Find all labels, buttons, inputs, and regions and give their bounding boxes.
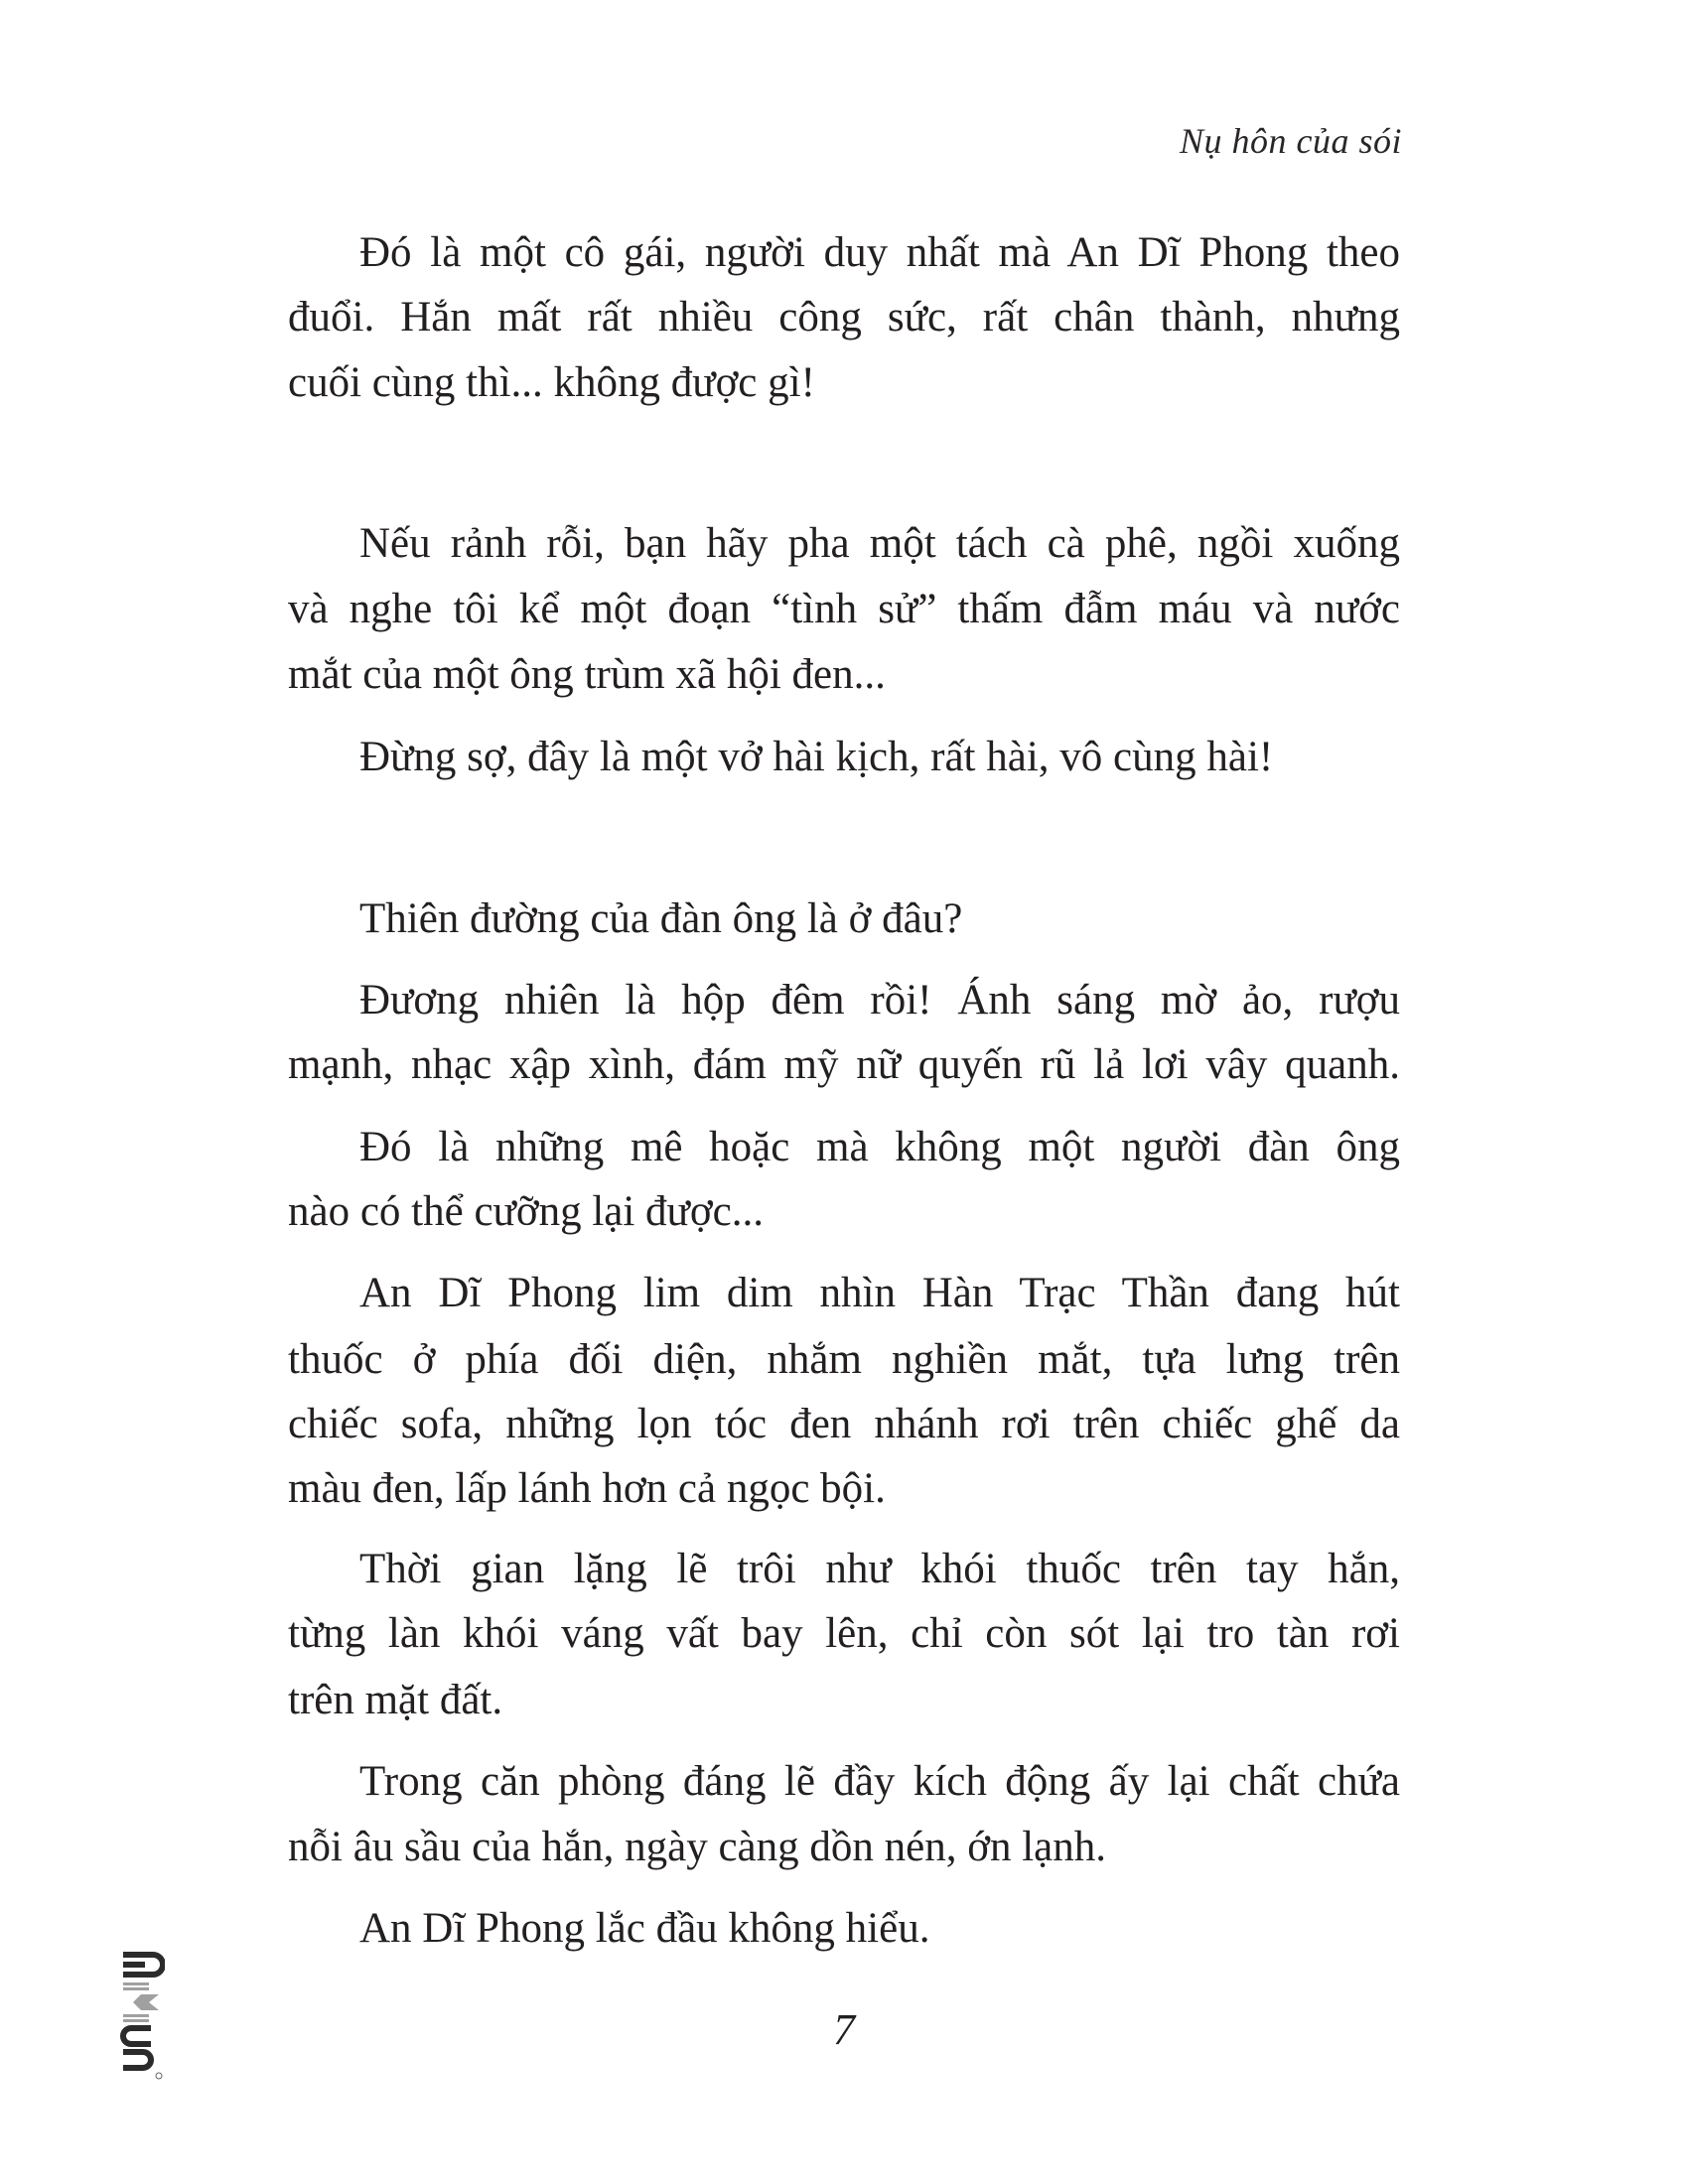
paragraph-2-line-1: Nếu rảnh rỗi, bạn hãy pha một tách cà phê, ngồi xuống <box>359 520 1400 567</box>
paragraph-1-line-3: cuối cùng thì... không được gì! <box>288 359 815 406</box>
paragraph-8-line-2: từng làn khói váng vất bay lên, chỉ còn sót lại tro tàn rơi <box>288 1610 1400 1657</box>
paragraph-1-line-1: Đó là một cô gái, người duy nhất mà An Dĩ Phong theo <box>359 229 1400 276</box>
paragraph-9-line-2: nỗi âu sầu của hắn, ngày càng dồn nén, ớn lạnh. <box>288 1824 1106 1870</box>
paragraph-7-line-3: chiếc sofa, những lọn tóc đen nhánh rơi trên chiếc ghế da <box>288 1401 1400 1447</box>
paragraph-7-line-2: thuốc ở phía đối diện, nhắm nghiền mắt, tựa lưng trên <box>288 1336 1400 1383</box>
running-header-book-title: Nụ hôn của sói <box>1179 121 1402 161</box>
paragraph-7-line-1: An Dĩ Phong lim dim nhìn Hàn Trạc Thần đang hút <box>359 1270 1400 1316</box>
paragraph-8-line-1: Thời gian lặng lẽ trôi như khói thuốc trên tay hắn, <box>359 1546 1400 1592</box>
paragraph-6-line-1: Đó là những mê hoặc mà không một người đàn ông <box>359 1124 1400 1170</box>
paragraph-3-line-1: Đừng sợ, đây là một vở hài kịch, rất hài, vô cùng hài! <box>359 734 1274 780</box>
paragraph-10-line-1: An Dĩ Phong lắc đầu không hiểu. <box>359 1905 930 1952</box>
paragraph-8-line-3: trên mặt đất. <box>288 1677 503 1723</box>
publisher-logo-amun-icon <box>119 1951 165 2080</box>
paragraph-7-line-4: màu đen, lấp lánh hơn cả ngọc bội. <box>288 1465 886 1512</box>
paragraph-5-line-1: Đương nhiên là hộp đêm rồi! Ánh sáng mờ ảo, rượu <box>359 977 1400 1024</box>
paragraph-2-line-2: và nghe tôi kể một đoạn “tình sử” thấm đẫm máu và nước <box>288 586 1400 632</box>
paragraph-1-line-2: đuổi. Hắn mất rất nhiều công sức, rất chân thành, nhưng <box>288 294 1400 341</box>
paragraph-9-line-1: Trong căn phòng đáng lẽ đầy kích động ấy lại chất chứa <box>359 1758 1400 1805</box>
page-number: 7 <box>833 2005 855 2054</box>
paragraph-4-line-1: Thiên đường của đàn ông là ở đâu? <box>359 895 963 942</box>
paragraph-6-line-2: nào có thể cưỡng lại được... <box>288 1188 764 1235</box>
paragraph-2-line-3: mắt của một ông trùm xã hội đen... <box>288 651 886 698</box>
paragraph-5-line-2: mạnh, nhạc xập xình, đám mỹ nữ quyến rũ lả lơi vây quanh. <box>288 1041 1400 1088</box>
